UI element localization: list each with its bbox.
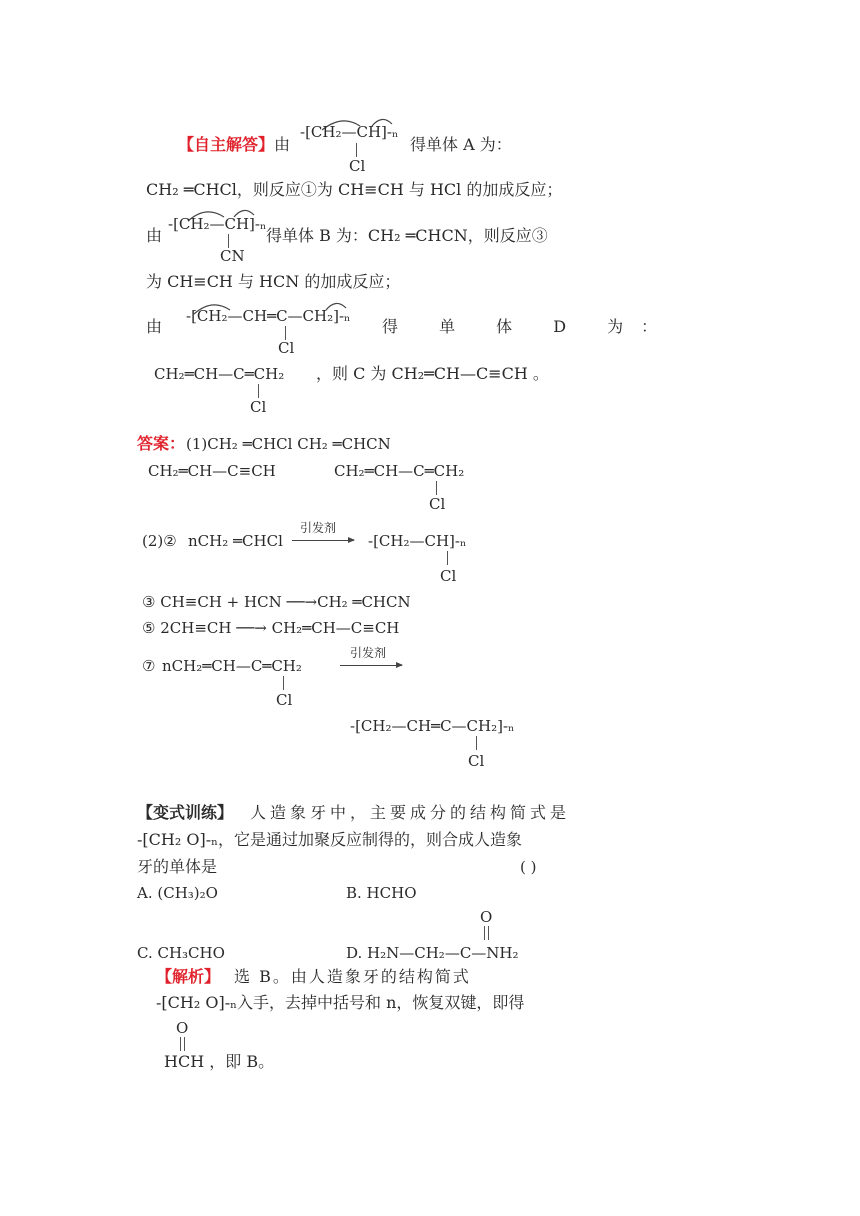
- answer-tag: 答案：: [137, 434, 186, 453]
- bond-line: [258, 384, 259, 398]
- polymer-formula-2: -[CH₂—CH]-ₙ: [168, 215, 267, 233]
- double-bond-line: [180, 1037, 181, 1051]
- reaction-arrow: [340, 665, 402, 666]
- bond-line: [356, 143, 357, 157]
- answer-line-2b: CH₂═CH—C═CH₂: [334, 462, 465, 480]
- exercise-line-2: -[CH₂ O]-ₙ，它是通过加聚反应制得的，则合成人造象: [137, 830, 523, 849]
- reaction-2-reactant: nCH₂ ═CHCl: [188, 532, 283, 550]
- answer-line-2a: CH₂═CH—C≡CH: [148, 462, 276, 480]
- double-bond-line: [184, 1037, 185, 1051]
- double-bond-line: [484, 926, 485, 940]
- reaction-7-product-substituent: Cl: [468, 752, 485, 770]
- solution-from-text: 由: [274, 135, 291, 154]
- solution-result-1: 得单体 A 为：: [410, 135, 512, 154]
- reaction-7-reactant: nCH₂═CH—C═CH₂: [162, 657, 302, 675]
- bond-line: [436, 481, 437, 495]
- reaction-2-label: (2)②: [142, 532, 177, 550]
- option-a[interactable]: A. (CH₃)₂O: [137, 884, 218, 902]
- solution-from-text-2: 由: [146, 226, 163, 245]
- polymer-substituent-3: Cl: [278, 339, 295, 357]
- exercise-line-3: 牙的单体是: [137, 857, 218, 876]
- answer-line-1: (1)CH₂ ═CHCl CH₂ ═CHCN: [186, 435, 391, 453]
- reaction-2-substituent: Cl: [440, 567, 457, 585]
- reaction-2-catalyst: 引发剂: [300, 521, 337, 535]
- double-bond-line: [488, 926, 489, 940]
- polymer-formula-3: -[CH₂—CH═C—CH₂]-ₙ: [186, 307, 351, 325]
- solution-line-2: CH₂ ═CHCl，则反应①为 CH≡CH 与 HCl 的加成反应；: [146, 180, 563, 199]
- polymer-substituent-1: Cl: [349, 157, 366, 175]
- solution-line-3: 得单体 B 为：CH₂ ═CHCN，则反应③: [266, 226, 548, 245]
- explanation-oxygen: O: [176, 1019, 189, 1037]
- exercise-line-1: 人造象牙中，主要成分的结构简式是: [250, 803, 571, 822]
- monomer-d-substituent: Cl: [250, 398, 267, 416]
- answer-substituent-2: Cl: [429, 495, 446, 513]
- reaction-3: ③ CH≡CH + HCN ──→CH₂ ═CHCN: [142, 593, 411, 611]
- option-d-oxygen: O: [480, 908, 493, 926]
- bond-line: [476, 736, 477, 750]
- reaction-7-catalyst: 引发剂: [350, 646, 387, 660]
- option-b[interactable]: B. HCHO: [346, 884, 417, 902]
- reaction-7-label: ⑦: [142, 657, 156, 675]
- explanation-line-1: 选 B。由人造象牙的结构简式: [234, 967, 471, 986]
- monomer-d-formula: CH₂═CH—C═CH₂: [154, 365, 285, 383]
- polymer-formula-1: -[CH₂—CH]-ₙ: [300, 123, 399, 141]
- solution-line-5: 得 单 体 D 为：: [382, 317, 676, 336]
- solution-line-6: ，则 C 为 CH₂═CH—C≡CH 。: [316, 364, 549, 383]
- option-c[interactable]: C. CH₃CHO: [137, 944, 225, 962]
- explanation-line-4: HCH ，即 B。: [164, 1052, 275, 1071]
- answer-blank: ( ): [520, 858, 537, 876]
- explanation-line-2: -[CH₂ O]-ₙ入手，去掉中括号和 n，恢复双键，即得: [156, 993, 525, 1012]
- polymer-substituent-2: CN: [220, 247, 245, 265]
- reaction-5: ⑤ 2CH≡CH ──→ CH₂═CH—C≡CH: [142, 619, 400, 637]
- reaction-2-product: -[CH₂—CH]-ₙ: [368, 532, 467, 550]
- explanation-tag: 【解析】: [156, 967, 221, 986]
- solution-line-4: 为 CH≡CH 与 HCN 的加成反应；: [146, 272, 401, 291]
- reaction-7-substituent: Cl: [276, 691, 293, 709]
- reaction-arrow: [292, 540, 354, 541]
- solution-tag: 【自主解答】: [178, 135, 275, 154]
- exercise-tag: 【变式训练】: [137, 803, 234, 822]
- reaction-7-product: -[CH₂—CH═C—CH₂]-ₙ: [350, 717, 515, 735]
- bond-line: [447, 551, 448, 565]
- solution-from-text-3: 由: [146, 317, 163, 336]
- option-d[interactable]: D. H₂N—CH₂—C—NH₂: [346, 944, 519, 962]
- bond-line: [283, 676, 284, 690]
